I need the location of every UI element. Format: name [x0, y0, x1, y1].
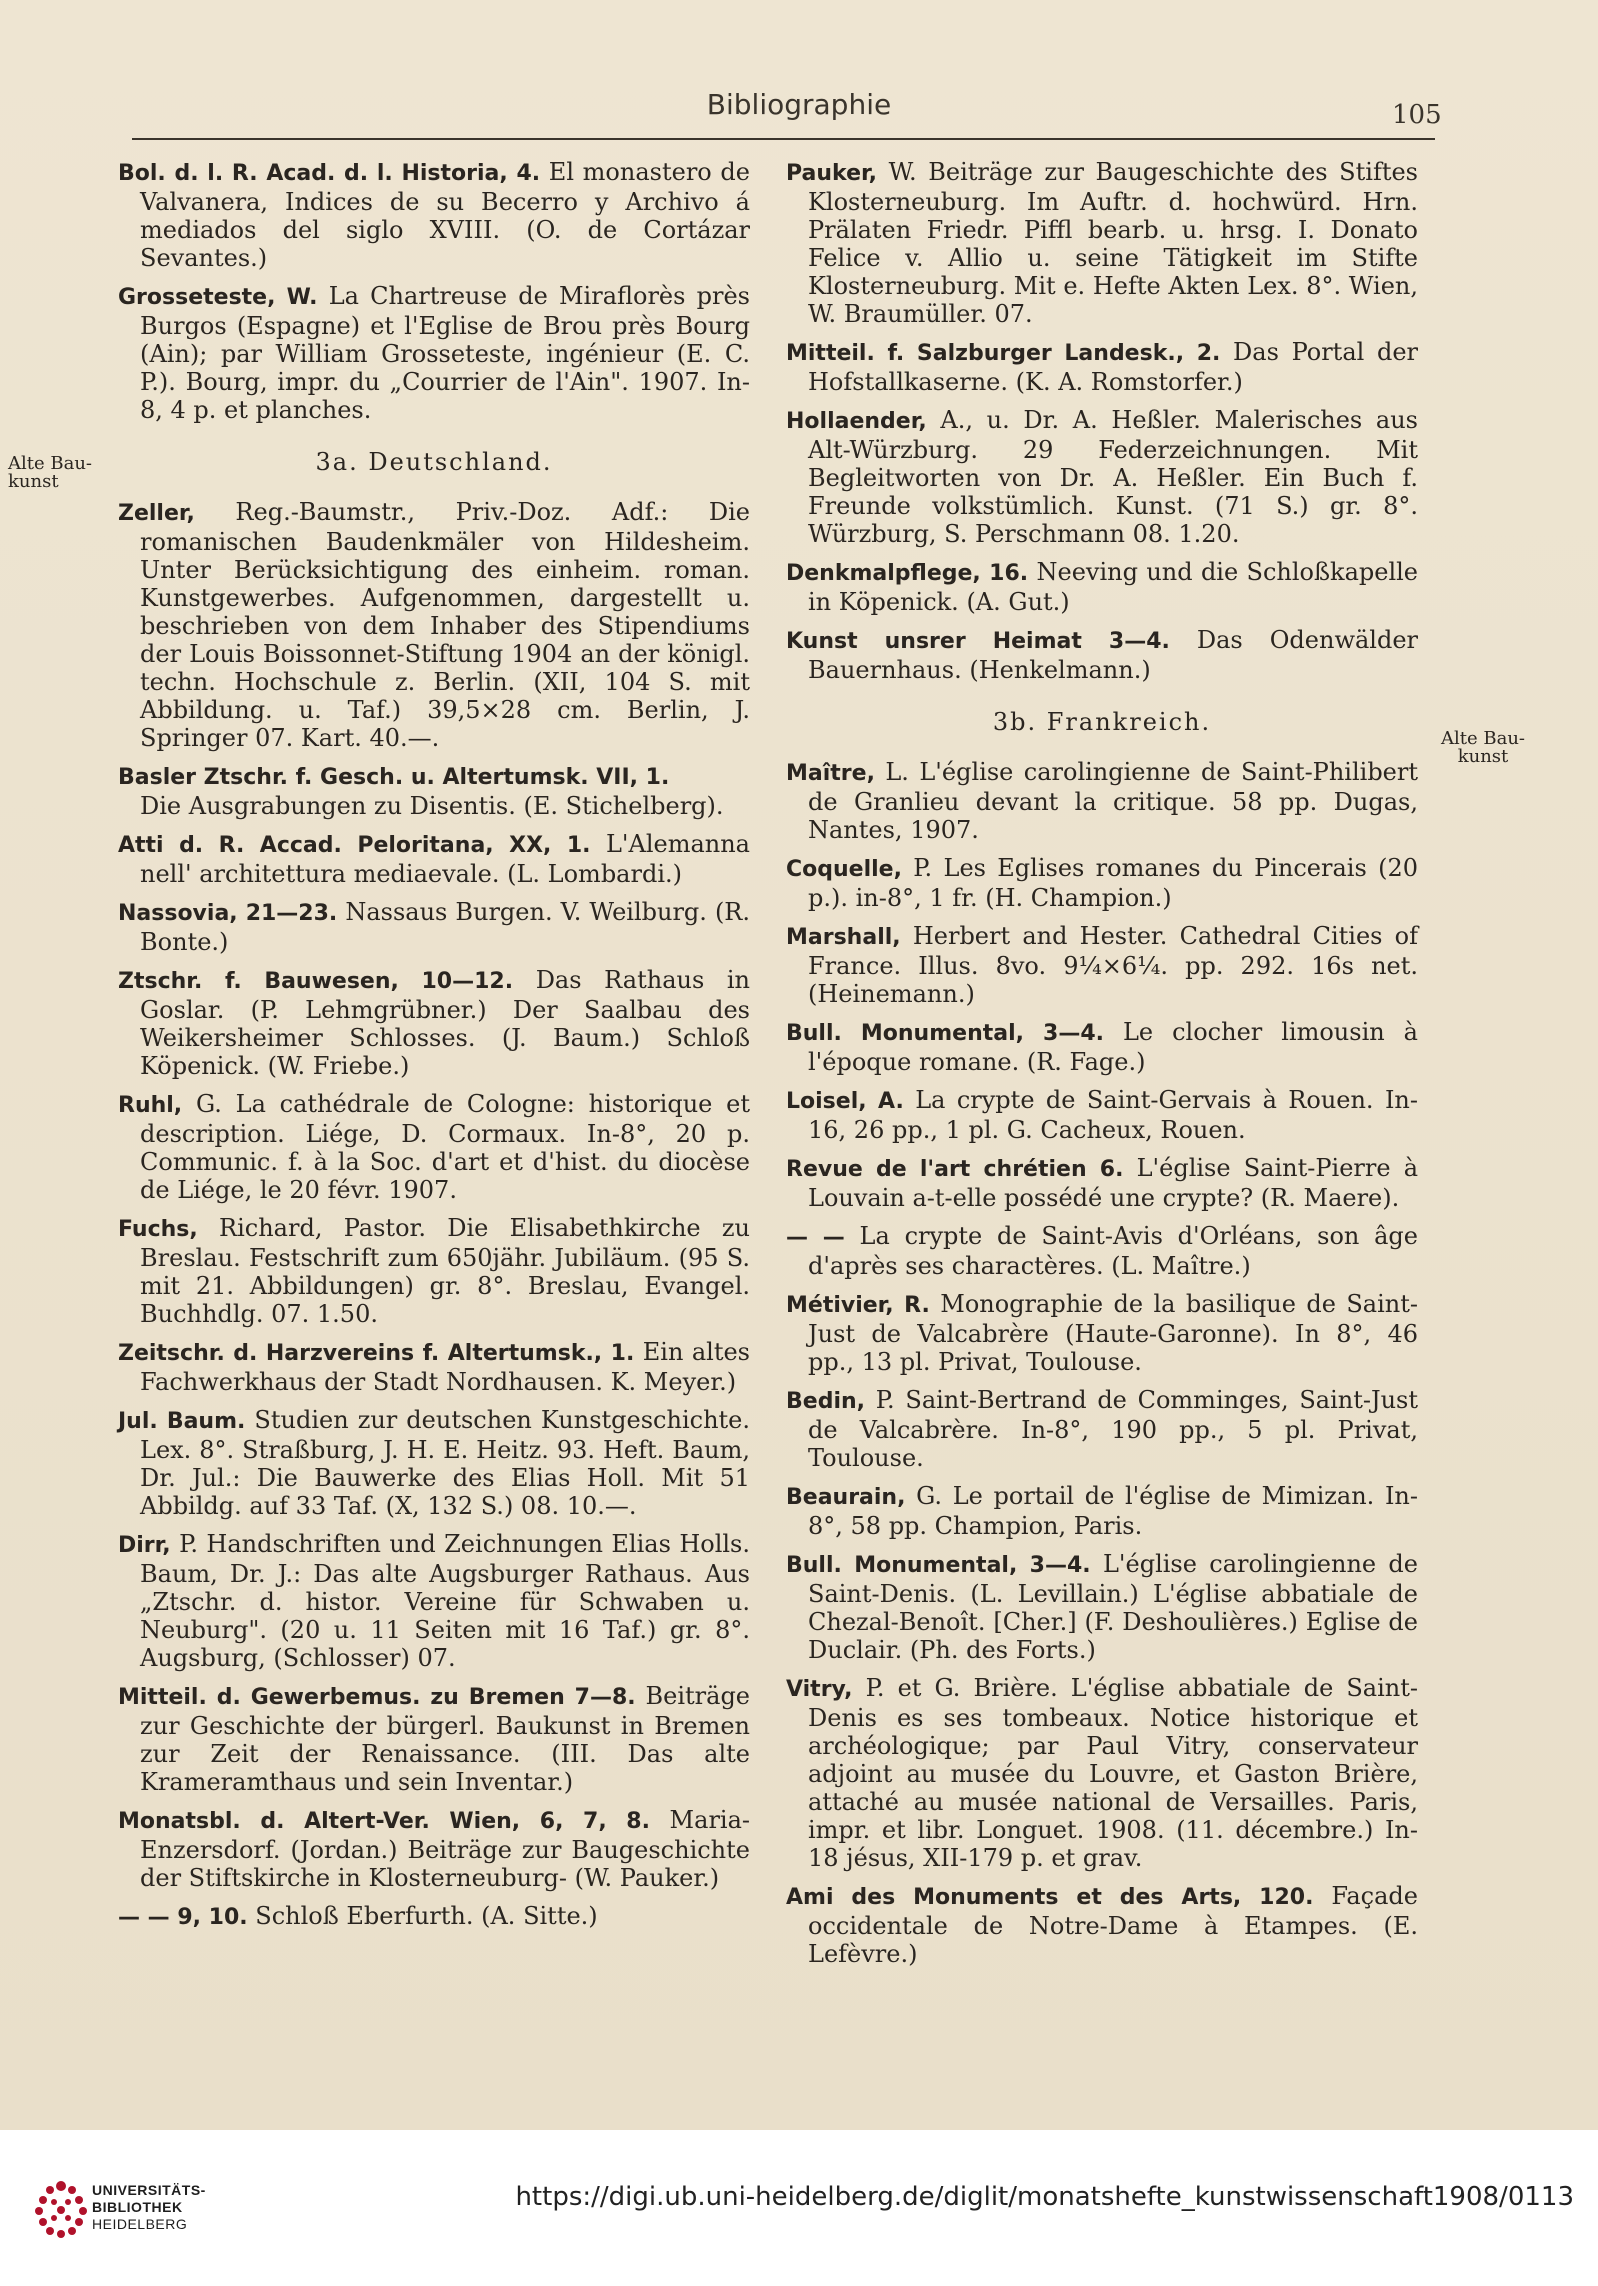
- bibliography-entry: [118, 1406, 750, 1520]
- running-header-title: Bibliographie: [706, 88, 892, 121]
- entry-heading: Maître,: [786, 761, 875, 786]
- entry-heading: Beaurain,: [786, 1485, 906, 1510]
- entry-heading: Hollaender,: [786, 409, 927, 434]
- entry-heading: Dirr,: [118, 1533, 171, 1558]
- entry-heading: Ruhl,: [118, 1093, 183, 1118]
- right-entries-top: [786, 158, 1418, 684]
- entry-text: L'Alemanna nell' architettura mediaevale. (L. Lombardi.): [140, 830, 750, 888]
- bibliography-entry: [786, 158, 1418, 328]
- entry-text: P. Saint-Bertrand de Comminges, Saint-Just de Valcabrère. In-8°, 190 pp., 5 pl. Privat, Toulouse.: [808, 1386, 1418, 1472]
- bibliography-entry: [118, 1338, 750, 1396]
- bibliography-entry: [786, 1290, 1418, 1376]
- bibliography-entry: [786, 1154, 1418, 1212]
- entry-text: L. L'église carolingienne de Saint-Philibert de Granlieu devant la critique. 58 pp. Dugas, Nantes, 1907.: [808, 758, 1418, 844]
- entry-heading: Marshall,: [786, 925, 901, 950]
- page-number: 105: [1392, 100, 1442, 130]
- bibliography-entry: [786, 1018, 1418, 1076]
- entry-text: Schloß Eberfurth. (A. Sitte.): [247, 1902, 598, 1930]
- bibliography-entry: [786, 338, 1418, 396]
- entry-text: El monastero de Valvanera, Indices de su Becerro y Archivo á mediados del siglo XVIII. (O. de Cortázar Sevantes.): [140, 158, 750, 272]
- header-rule: [132, 138, 1435, 140]
- bibliography-entry: [786, 1882, 1418, 1968]
- bibliography-entry: [786, 1086, 1418, 1144]
- entry-heading: Bedin,: [786, 1389, 865, 1414]
- entry-heading: Coquelle,: [786, 857, 902, 882]
- entry-text: Die Ausgrabungen zu Disentis. (E. Stichelberg).: [140, 792, 724, 820]
- bibliography-entry: [118, 158, 750, 272]
- entry-heading: Pauker,: [786, 161, 877, 186]
- entry-text: Das Odenwälder Bauernhaus. (Henkelmann.): [808, 626, 1419, 684]
- entry-text: Reg.-Baumstr., Priv.-Doz. Adf.: Die romanischen Baudenkmäler von Hildesheim. Unter Berücksichtigung des einheim. roman. Kunstgewerbes. Aufgenommen, dargestellt u. beschrieben von dem Inhaber des Stipendiums der Louis Boissonnet-Stiftung 1904 an der königl. techn. Hochschule z. Berlin. (XII, 104 S. mit Abbildung. u. Taf.) 39,5×28 cm. Berlin, J. Springer 07. Kart. 40.—.: [140, 498, 750, 752]
- bibliography-entry: [786, 1222, 1418, 1280]
- entry-text: Das Rathaus in Goslar. (P. Lehmgrübner.) Der Saalbau des Weikersheimer Schlosses. (J. Baum.) Schloß Köpenick. (W. Friebe.): [140, 966, 750, 1080]
- left-entries-top: [118, 158, 750, 424]
- entry-heading: Fuchs,: [118, 1217, 198, 1242]
- entry-text: Façade occidentale de Notre-Dame à Etampes. (E. Lefèvre.): [808, 1882, 1418, 1968]
- entry-text: L'église Saint-Pierre à Louvain a-t-elle possédé une crypte? (R. Maere).: [808, 1154, 1419, 1212]
- entry-heading: Jul. Baum.: [118, 1409, 246, 1434]
- entry-heading: Zeitschr. d. Harzvereins f. Altertumsk., 1.: [118, 1341, 635, 1366]
- bibliography-entry: [118, 830, 750, 888]
- entry-text: Neeving und die Schloßkapelle in Köpenick. (A. Gut.): [808, 558, 1419, 616]
- entry-text: Beiträge zur Geschichte der bürgerl. Baukunst in Bremen zur Zeit der Renaissance. (III. Das alte Krameramthaus und sein Inventar.): [140, 1682, 751, 1796]
- bibliography-entry: [786, 406, 1418, 548]
- bibliography-entry: [786, 1674, 1418, 1872]
- footer-bar: [0, 2130, 1598, 2286]
- entry-heading: Atti d. R. Accad. Peloritana, XX, 1.: [118, 833, 591, 858]
- entry-heading: Vitry,: [786, 1677, 853, 1702]
- bibliography-entry: [786, 758, 1418, 844]
- bibliography-entry: [118, 1530, 750, 1672]
- bibliography-entry: [118, 1214, 750, 1328]
- library-name-line3: HEIDELBERG: [92, 2216, 188, 2232]
- entry-text: Le clocher limousin à l'époque romane. (R. Fage.): [808, 1018, 1418, 1076]
- bibliography-entry: [118, 1902, 750, 1932]
- entry-text: Nassaus Burgen. V. Weilburg. (R. Bonte.): [140, 898, 751, 956]
- bibliography-entry: [786, 854, 1418, 912]
- right-entries: [786, 758, 1418, 1968]
- bibliography-entry: [118, 498, 750, 752]
- entry-heading: Loisel, A.: [786, 1089, 904, 1114]
- margin-note-left: Alte Bau- kunst: [8, 453, 92, 492]
- bibliography-entry: [786, 558, 1418, 616]
- entry-text: Richard, Pastor. Die Elisabethkirche zu Breslau. Festschrift zum 650jähr. Jubiläum. (95 S. mit 21. Abbildungen) gr. 8°. Breslau, Evangel. Buchhdlg. 07. 1.50.: [140, 1214, 750, 1328]
- entry-heading: Monatsbl. d. Altert-Ver. Wien, 6, 7, 8.: [118, 1809, 650, 1834]
- margin-note-right: Alte Bau- kunst: [1441, 728, 1525, 767]
- entry-heading: Bol. d. l. R. Acad. d. l. Historia, 4.: [118, 161, 541, 186]
- entry-text: Das Portal der Hofstallkaserne. (K. A. Romstorfer.): [808, 338, 1418, 396]
- entry-heading: Kunst unsrer Heimat 3—4.: [786, 629, 1170, 654]
- entry-heading: Nassovia, 21—23.: [118, 901, 338, 926]
- library-name-line1: UNIVERSITÄTS-: [92, 2182, 206, 2198]
- bibliography-entry: [786, 1482, 1418, 1540]
- bibliography-entry: [786, 922, 1418, 1008]
- bibliography-entry: [786, 1386, 1418, 1472]
- entry-text: P. Les Eglises romanes du Pincerais (20 p.). in-8°, 1 fr. (H. Champion.): [808, 854, 1418, 912]
- entry-text: Studien zur deutschen Kunstgeschichte. Lex. 8°. Straßburg, J. H. E. Heitz. 93. Heft. Baum, Dr. Jul.: Die Bauwerke des Elias Holl. Mit 51 Abbildg. auf 33 Taf. (X, 132 S.) 08. 10.—.: [140, 1406, 750, 1520]
- entry-text: G. Le portail de l'église de Mimizan. In-8°, 58 pp. Champion, Paris.: [808, 1482, 1418, 1540]
- section-heading-deutschland: 3a. Deutschland.: [315, 448, 553, 476]
- entry-text: W. Beiträge zur Baugeschichte des Stiftes Klosterneuburg. Im Auftr. d. hochwürd. Hrn. Prälaten Friedr. Piffl bearb. u. hrsg. I. Donato Felice v. Allio u. seine Tätigkeit im Stifte Klosterneuburg. Mit e. Hefte Akten Lex. 8°. Wien, W. Braumüller. 07.: [808, 158, 1418, 328]
- entry-text: L'église carolingienne de Saint-Denis. (L. Levillain.) L'église abbatiale de Chezal-Benoît. [Cher.] (F. Deshoulières.) Eglise de Duclair. (Ph. des Forts.): [808, 1550, 1419, 1664]
- entry-heading: Ztschr. f. Bauwesen, 10—12.: [118, 969, 514, 994]
- bibliography-entry: [118, 762, 750, 820]
- entry-heading: Mitteil. d. Gewerbemus. zu Bremen 7—8.: [118, 1685, 636, 1710]
- entry-text: P. et G. Brière. L'église abbatiale de Saint-Denis es ses tombeaux. Notice historique et archéologique; par Paul Vitry, conservateur adjoint au musée du Louvre, et Gaston Brière, attaché au musée national de Versailles. Paris, impr. et libr. Longuet. 1908. (11. décembre.) In-18 jésus, XII-179 p. et grav.: [808, 1674, 1418, 1872]
- bibliography-entry: [786, 626, 1418, 684]
- entry-text: La Chartreuse de Miraflorès près Burgos (Espagne) et l'Eglise de Brou près Bourg (Ain); par William Grosseteste, ingénieur (E. C. P.). Bourg, impr. du „Courrier de l'Ain". 1907. In-8, 4 p. et planches.: [140, 282, 750, 424]
- entry-heading: Zeller,: [118, 501, 195, 526]
- bibliography-entry: [118, 898, 750, 956]
- entry-heading: — —: [786, 1225, 845, 1250]
- entry-text: La crypte de Saint-Avis d'Orléans, son âge d'après ses charactères. (L. Maître.): [808, 1222, 1418, 1280]
- bibliography-entry: [118, 966, 750, 1080]
- entry-heading: Bull. Monumental, 3—4.: [786, 1021, 1104, 1046]
- entry-heading: Grosseteste, W.: [118, 285, 318, 310]
- entry-text: La crypte de Saint-Gervais à Rouen. In-16, 26 pp., 1 pl. G. Cacheux, Rouen.: [808, 1086, 1418, 1144]
- entry-heading: Bull. Monumental, 3—4.: [786, 1553, 1091, 1578]
- entry-text: G. La cathédrale de Cologne: historique et description. Liége, D. Cormaux. In-8°, 20 p. Communic. f. à la Soc. d'art et d'hist. du diocèse de Liége, le 20 févr. 1907.: [140, 1090, 750, 1204]
- bibliography-entry: [118, 282, 750, 424]
- library-logo-icon: [32, 2180, 90, 2238]
- entry-text: P. Handschriften und Zeichnungen Elias Holls. Baum, Dr. J.: Das alte Augsburger Rathaus. Aus „Ztschr. d. histor. Vereine für Schwaben u. Neuburg". (20 u. 11 Seiten mit 16 Taf.) gr. 8°. Augsburg, (Schlosser) 07.: [140, 1530, 750, 1672]
- bibliography-entry: [786, 1550, 1418, 1664]
- library-name: [92, 2182, 206, 2233]
- library-name-line2: BIBLIOTHEK: [92, 2199, 183, 2215]
- left-column: [118, 158, 750, 1942]
- entry-heading: Revue de l'art chrétien 6.: [786, 1157, 1124, 1182]
- entry-text: A., u. Dr. A. Heßler. Malerisches aus Alt-Würzburg. 29 Federzeichnungen. Mit Begleitworten von Dr. A. Heßler. Ein Buch f. Freunde volkstümlich. Kunst. (71 S.) gr. 8°. Würzburg, S. Perschmann 08. 1.20.: [808, 406, 1418, 548]
- entry-text: Herbert and Hester. Cathedral Cities of France. Illus. 8vo. 9¼×6¼. pp. 292. 16s net. (Heinemann.): [808, 922, 1418, 1008]
- entry-heading: Ami des Monuments et des Arts, 120.: [786, 1885, 1314, 1910]
- entry-heading: — — 9, 10.: [118, 1905, 248, 1930]
- entry-heading: Denkmalpflege, 16.: [786, 561, 1029, 586]
- bibliography-entry: [118, 1090, 750, 1204]
- entry-text: Maria-Enzersdorf. (Jordan.) Beiträge zur Baugeschichte der Stiftskirche in Klosterneuburg- (W. Pauker.): [140, 1806, 751, 1892]
- entry-heading: Basler Ztschr. f. Gesch. u. Altertumsk. VII, 1.: [118, 765, 670, 790]
- entry-heading: Mitteil. f. Salzburger Landesk., 2.: [786, 341, 1221, 366]
- section-heading-frankreich: 3b. Frankreich.: [992, 708, 1212, 736]
- bibliography-entry: [118, 1682, 750, 1796]
- source-url-link[interactable]: https://digi.ub.uni-heidelberg.de/diglit/monatshefte_kunstwissenschaft1908/0113: [515, 2182, 1574, 2212]
- entry-text: Ein altes Fachwerkhaus der Stadt Nordhausen. K. Meyer.): [140, 1338, 751, 1396]
- right-column: [786, 158, 1418, 1978]
- entry-heading: Métivier, R.: [786, 1293, 930, 1318]
- entry-text: Monographie de la basilique de Saint-Just de Valcabrère (Haute-Garonne). In 8°, 46 pp., 13 pl. Privat, Toulouse.: [808, 1290, 1419, 1376]
- left-entries: [118, 498, 750, 1932]
- bibliography-entry: [118, 1806, 750, 1892]
